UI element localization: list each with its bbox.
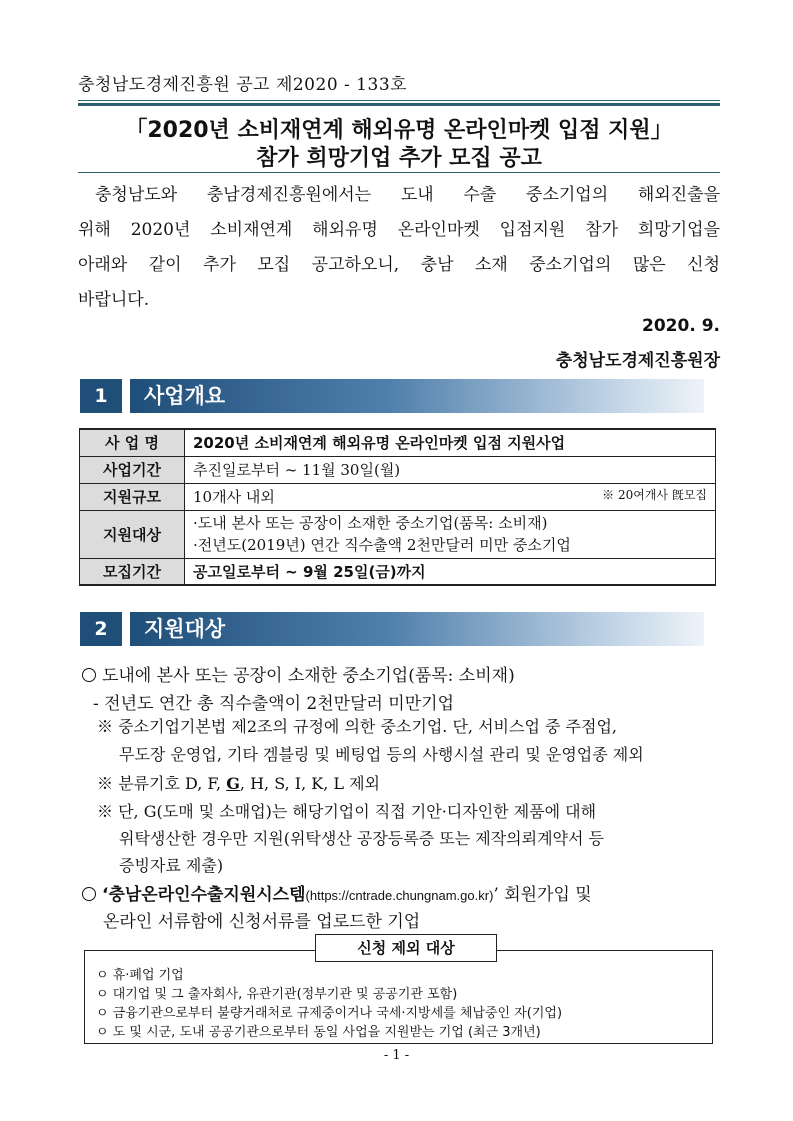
section-1-title: 사업개요 bbox=[130, 379, 704, 413]
title-top-rule bbox=[78, 100, 720, 101]
note-3-line-2: 위탁생산한 경우만 지원(위탁생산 공장등록증 또는 제작의뢰계약서 등 bbox=[119, 829, 604, 848]
intro-line-1: 충청남도와 충남경제진흥원에서는 도내 수출 중소기업의 해외진출을 bbox=[95, 185, 720, 205]
title-bottom-rule bbox=[78, 172, 720, 173]
target-item-1: 도내에 본사 또는 공장이 소재한 중소기업(품목: 소비재) bbox=[82, 661, 515, 686]
support-scale-note: ※ 20여개사 旣모집 bbox=[602, 488, 707, 502]
target-item-1-sub: - 전년도 연간 총 직수출액이 2천만달러 미만기업 bbox=[93, 694, 455, 714]
project-period-value: 추진일로부터 ~ 11월 30일(월) bbox=[185, 456, 716, 483]
intro-line-2: 위해 2020년 소비재연계 해외유명 온라인마켓 입점지원 참가 희망기업을 bbox=[78, 220, 720, 240]
support-target-cell bbox=[185, 510, 716, 558]
section-2-title: 지원대상 bbox=[130, 612, 704, 646]
support-target-line-2: ·전년도(2019년) 연간 직수출액 2천만달러 미만 중소기업 bbox=[193, 536, 571, 554]
row-label: 지원규모 bbox=[80, 483, 185, 510]
title-top-rule-thick bbox=[78, 103, 720, 106]
exclusion-title: 신청 제외 대상 bbox=[315, 934, 497, 962]
intro-line-4: 바랍니다. bbox=[78, 290, 150, 310]
highlighted-code-g: G bbox=[226, 774, 240, 793]
section-2-number: 2 bbox=[80, 612, 122, 646]
system-url: (https://cntrade.chungnam.go.kr) bbox=[305, 888, 494, 903]
note-3-line-1: ※ 단, G(도매 및 소매업)는 해당기업이 직접 기안·디자인한 제품에 대해 bbox=[97, 802, 597, 821]
issuer-name: 충청남도경제진흥원장 bbox=[555, 351, 720, 371]
table-row bbox=[80, 483, 716, 510]
support-target-line-1: ·도내 본사 또는 공장이 소재한 중소기업(품목: 소비재) bbox=[193, 514, 548, 532]
target-item-2: ‘충남온라인수출지원시스템(https://cntrade.chungnam.go.kr)’ 회원가입 및 bbox=[82, 880, 592, 905]
table-row bbox=[80, 456, 716, 483]
exclusion-item: ㅇ 도 및 시군, 도내 공공기관으로부터 동일 사업을 지원받는 기업 (최근 3개년) bbox=[96, 1025, 541, 1040]
table-row bbox=[80, 510, 716, 558]
note-1-line-1: ※ 중소기업기본법 제2조의 규정에 의한 중소기업. 단, 서비스업 중 주점업, bbox=[97, 717, 617, 736]
row-label: 사업기간 bbox=[80, 456, 185, 483]
section-1-header bbox=[80, 379, 704, 413]
circle-bullet-icon bbox=[82, 668, 96, 682]
recruit-period-value: 공고일로부터 ~ 9월 25일(금)까지 bbox=[185, 558, 716, 585]
title-line-1: 「2020년 소비재연계 해외유명 온라인마켓 입점 지원」 bbox=[125, 118, 673, 143]
table-row bbox=[80, 429, 716, 456]
page-number: - 1 - bbox=[383, 1048, 410, 1063]
overview-table bbox=[79, 428, 716, 586]
row-label: 지원대상 bbox=[80, 510, 185, 558]
note-3-line-3: 증빙자료 제출) bbox=[119, 856, 224, 875]
intro-paragraph bbox=[78, 178, 720, 318]
intro-line-3: 아래와 같이 추가 모집 공고하오니, 충남 소재 중소기업의 많은 신청 bbox=[78, 255, 720, 275]
exclusion-item: ㅇ 휴·폐업 기업 bbox=[96, 968, 184, 983]
row-label: 모집기간 bbox=[80, 558, 185, 585]
section-1-number: 1 bbox=[80, 379, 122, 413]
row-label: 사 업 명 bbox=[80, 429, 185, 456]
exclusion-item: ㅇ 대기업 및 그 출자회사, 유관기관(정부기관 및 공공기관 포함) bbox=[96, 987, 458, 1002]
exclusion-item: ㅇ 금융기관으로부터 불량거래처로 규제중이거나 국세·지방세를 체납중인 자(기업) bbox=[96, 1006, 563, 1021]
circle-bullet-icon bbox=[82, 887, 96, 901]
support-scale-cell bbox=[185, 483, 716, 510]
title-line-2: 참가 희망기업 추가 모집 공고 bbox=[256, 146, 542, 171]
note-2: ※ 분류기호 D, F, G, H, S, I, K, L 제외 bbox=[97, 774, 380, 793]
target-item-2-line-2: 온라인 서류함에 신청서류를 업로드한 기업 bbox=[103, 912, 421, 932]
table-row bbox=[80, 558, 716, 585]
note-1-line-2: 무도장 운영업, 기타 겜블링 및 베팅업 등의 사행시설 관리 및 운영업종 제외 bbox=[119, 745, 644, 764]
notice-date: 2020. 9. bbox=[642, 316, 720, 336]
notice-number: 충청남도경제진흥원 공고 제2020 - 133호 bbox=[78, 75, 408, 95]
project-name-value: 2020년 소비재연계 해외유명 온라인마켓 입점 지원사업 bbox=[185, 429, 716, 456]
section-2-header bbox=[80, 612, 704, 646]
support-scale-value: 10개사 내외 bbox=[193, 488, 275, 506]
